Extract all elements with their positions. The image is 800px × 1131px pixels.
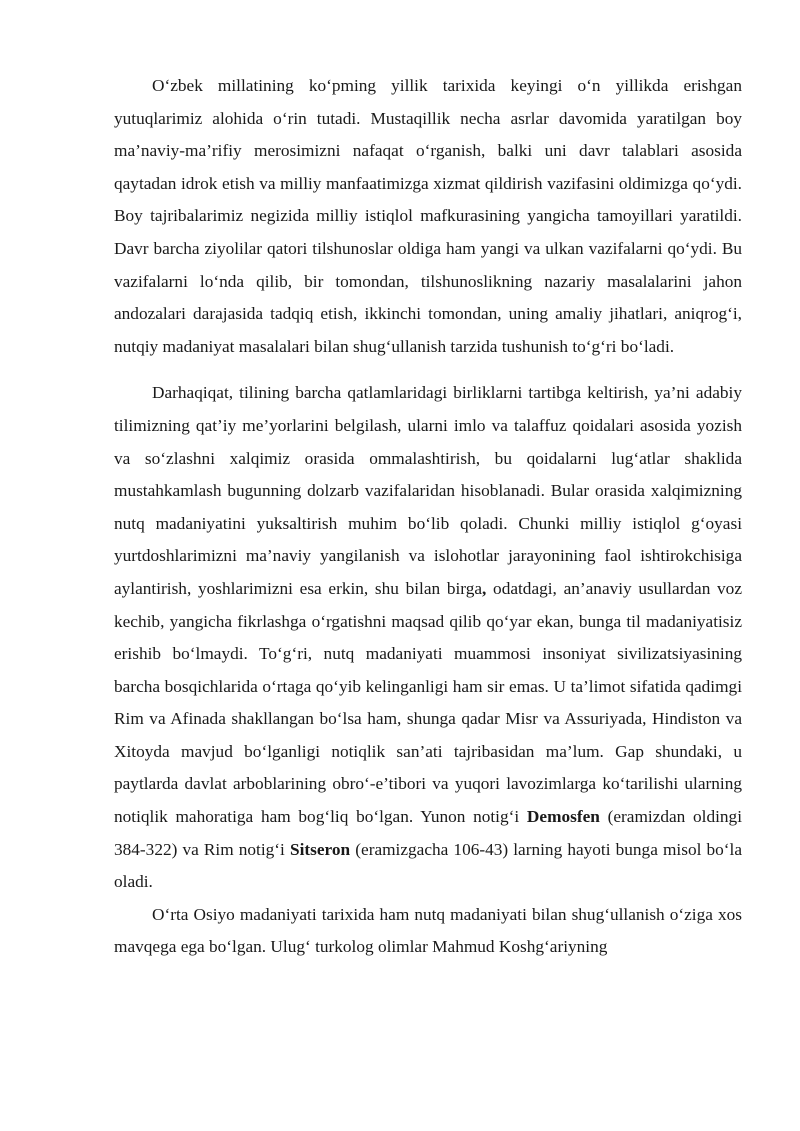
document-page	[114, 70, 742, 964]
paragraph-2-bold-comma: ,	[482, 578, 487, 598]
paragraph-3: O‘rta Osiyo madaniyati tarixida ham nutq madaniyati bilan shug‘ullanish o‘ziga xos mavqega ega bo‘lgan. Ulug‘ turkolog olimlar Mahmud Koshg‘ariyning	[114, 904, 742, 957]
paragraph-2-part-1: Darhaqiqat, tilining barcha qatlamlaridagi birliklarni tartibga keltirish, ya’ni adabiy tilimizning qat’iy me’yorlarini belgilash, ularni imlo va talaffuz qoidalari asosida yozish va so‘zlashni xalqimiz orasida ommalashtirish, bu qoidalarni lug‘atlar shaklida mustahkamlash bugunning dolzarb vazifalaridan hisoblanadi. Bular orasida xalqimizning nutq madaniyatini yuksaltirish muhim bo‘lib qoladi. Chunki milliy istiqlol g‘oyasi yurtdoshlarimizni ma’naviy yangilanish va islohotlar jarayonining faol ishtirokchisiga aylantirish, yoshlarimizni esa erkin, shu bilan birga	[114, 383, 742, 598]
paragraph-2-part-4: (eramizgacha 106-43) larning hayoti bunga misol bo‘la oladi.	[114, 839, 742, 892]
name-demosfen: Demosfen	[526, 807, 600, 827]
paragraph-2-part-2: odatdagi, an’anaviy usullardan voz kechib, yangicha fikrlashga o‘rgatishni maqsad qilib qo‘yar ekan, bunga til madaniyatisiz erishib bo‘lmaydi. To‘g‘ri, nutq madaniyati muammosi insoniyat sivilizatsiyasining barcha bosqichlarida o‘rtaga qo‘yib kelinganligi ham sir emas. U ta’limot sifatida qadimgi Rim va Afinada shakllangan bo‘lsa ham, shunga qadar Misr va Assuriyada, Hindiston va Xitoyda mavjud bo‘lganligi notiqlik san’ati tajribasidan ma’lum. Gap shundaki, u paytlarda davlat arboblarining obro‘-e’tibori va yuqori lavozimlarga ko‘tarilishi ularning notiqlik mahoratiga ham bog‘liq bo‘lgan. Yunon notig‘i	[114, 578, 742, 827]
name-sitseron: Sitseron	[289, 839, 351, 859]
paragraph-2-part-3: (eramizdan oldingi 384-322) va Rim notig‘i	[114, 807, 743, 859]
paragraph-2	[114, 377, 742, 899]
paragraph-1: O‘zbek millatining ko‘pming yillik tarixida keyingi o‘n yillikda erishgan yutuqlarimiz alohida o‘rin tutadi. Mustaqillik necha asrlar davomida yaratilgan boy ma’naviy-ma’rifiy merosimizni nafaqat o‘rganish, balki uni davr talablari asosida qaytadan idrok etish va milliy manfaatimizga xizmat qildirish vazifasini oldimizga qo‘ydi. Boy tajribalarimiz negizida milliy istiqlol mafkurasining yangicha tamoyillari yaratildi. Davr barcha ziyolilar qatori tilshunoslar oldiga ham yangi va ulkan vazifalarni qo‘ydi. Bu vazifalarni lo‘nda qilib, bir tomondan, tilshunoslikning nazariy masalalarini jahon andozalari darajasida tadqiq etish, ikkinchi tomondan, uning amaliy jihatlari, aniqrog‘i, nutqiy madaniyat masalalari bilan shug‘ullanish tarzida tushunish to‘g‘ri bo‘ladi.	[114, 76, 742, 356]
